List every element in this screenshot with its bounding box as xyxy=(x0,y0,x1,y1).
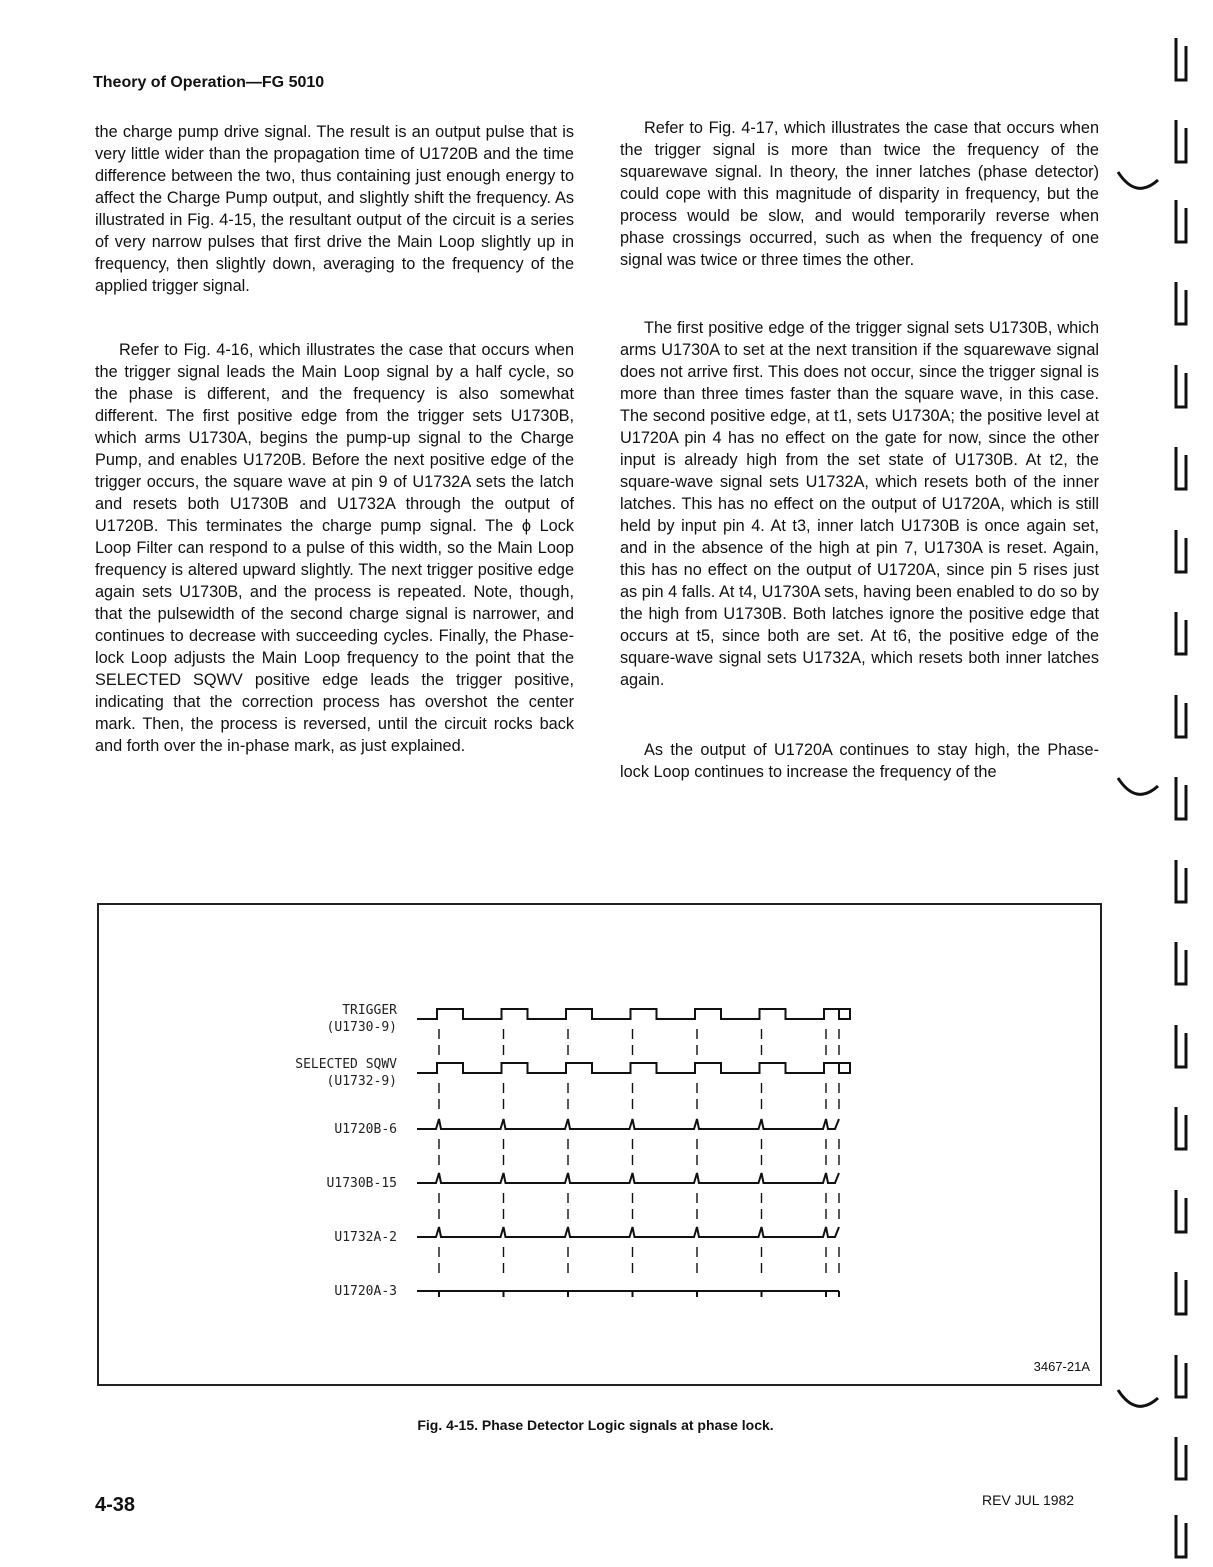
signal-label: TRIGGER xyxy=(342,1003,397,1018)
binder-hole-mark xyxy=(1176,1272,1186,1314)
right-paragraph-1: Refer to Fig. 4-17, which illustrates the case that occurs when the trigger signal is more than twice the frequency of the squarewave signal. In theory, the inner latches (phase detector) could cope with this magnitude of disparity in frequency, but the process would be slow, and would temporarily reverse when phase crossings occurred, such as when the frequency of one signal was twice or three times the other. xyxy=(620,119,1099,269)
binder-hole-mark xyxy=(1176,282,1186,324)
binder-hole-mark xyxy=(1176,530,1186,572)
binder-hole-mark xyxy=(1176,942,1186,984)
binder-hole-mark xyxy=(1176,612,1186,654)
figure-code: 3467-21A xyxy=(1033,1359,1090,1374)
binder-holes xyxy=(1110,0,1213,1567)
binder-hole-mark xyxy=(1176,1355,1186,1397)
binder-hole-mark xyxy=(1176,1515,1186,1557)
page-header: Theory of Operation—FG 5010 xyxy=(93,74,325,91)
binder-curve-mark xyxy=(1118,172,1158,188)
signal-waveform xyxy=(417,1227,839,1237)
signal-waveform xyxy=(417,1291,839,1297)
left-paragraph-2: Refer to Fig. 4-16, which illustrates the case that occurs when the trigger signal leads the Main Loop signal by a half cycle, so the phase is different, and the frequency is also somewhat different. The first positive edge from the trigger sets U1730B, which arms U1730A, begins the pump-up signal to the Charge Pump, and enables U1720B. Before the next positive edge of the trigger occurs, the square wave at pin 9 of U1732A sets the latch and resets both U1730B and U1732A through the output of U1720B. This terminates the charge pump signal. The ϕ Lock Loop Filter can respond to a pulse of this width, so the Main Loop frequency is altered upward slightly. The next trigger positive edge again sets U1730B, and the process is repeated. Note, though, that the pulsewidth of the second charge signal is narrower, and continues to decrease with succeeding cycles. Finally, the Phase-lock Loop adjusts the Main Loop frequency to the point that the SELECTED SQWV positive edge leads the trigger positive, indicating that the correction process has overshot the center mark. Then, the process is reversed, until the circuit rocks back and forth over the in-phase mark, as just explained. xyxy=(95,341,574,755)
timing-diagram-figure xyxy=(97,903,1102,1386)
left-paragraph-1: the charge pump drive signal. The result is an output pulse that is very little wider than the propagation time of U1720B and the time difference between the two, thus containing just enough energy to affect the Charge Pump output, and slightly shift the frequency. As illustrated in Fig. 4-15, the resultant output of the circuit is a series of very narrow pulses that first drive the Main Loop slightly up in frequency, then slightly down, averaging to the frequency of the applied trigger signal. xyxy=(95,123,574,295)
signal-waveform xyxy=(417,1063,850,1073)
binder-hole-mark xyxy=(1176,365,1186,407)
signal-pin-label: (U1730-9) xyxy=(326,1020,397,1035)
signal-label: U1720B-6 xyxy=(334,1122,397,1137)
binder-hole-mark xyxy=(1176,1025,1186,1067)
signal-label: U1720A-3 xyxy=(334,1284,397,1299)
timing-diagram xyxy=(99,905,1100,1384)
page-number: 4-38 xyxy=(95,1494,136,1516)
signal-pin-label: (U1732-9) xyxy=(326,1074,397,1089)
binder-hole-mark xyxy=(1176,860,1186,902)
signal-label: U1730B-15 xyxy=(326,1176,397,1191)
figure-caption: Fig. 4-15. Phase Detector Logic signals at phase lock. xyxy=(417,1417,774,1433)
right-column xyxy=(620,117,1099,783)
left-column xyxy=(95,121,574,757)
binder-curve-mark xyxy=(1118,1390,1158,1406)
signal-waveform xyxy=(417,1119,839,1129)
binder-hole-mark xyxy=(1176,1190,1186,1232)
binder-curve-mark xyxy=(1118,778,1158,794)
signal-waveform xyxy=(417,1009,850,1019)
signal-waveform xyxy=(417,1173,839,1183)
signal-label: SELECTED SQWV xyxy=(295,1057,397,1072)
binder-hole-mark xyxy=(1176,1107,1186,1149)
binder-hole-mark xyxy=(1176,200,1186,242)
binder-hole-mark xyxy=(1176,120,1186,162)
binder-hole-mark xyxy=(1176,447,1186,489)
binder-hole-mark xyxy=(1176,38,1186,80)
binder-hole-mark xyxy=(1176,695,1186,737)
signal-label: U1732A-2 xyxy=(334,1230,397,1245)
binder-hole-mark xyxy=(1176,777,1186,819)
revision-date: REV JUL 1982 xyxy=(982,1492,1075,1508)
binder-hole-mark xyxy=(1176,1437,1186,1479)
right-paragraph-3: As the output of U1720A continues to stay high, the Phase-lock Loop continues to increase the frequency of the xyxy=(620,741,1099,781)
right-paragraph-2: The first positive edge of the trigger signal sets U1730B, which arms U1730A to set at the next transition if the squarewave signal does not arrive first. This does not occur, since the trigger signal is more than three times faster than the square wave, in this case. The second positive edge, at t1, sets U1730A; the positive level at U1720A pin 4 has no effect on the gate for now, since the other input is already high from the set state of U1730B. At t2, the square-wave signal sets U1732A, which resets both of the inner latches. This has no effect on the output of U1720A, which is still held by input pin 4. At t3, inner latch U1730B is once again set, and in the absence of the high at pin 7, U1730A is reset. Again, this has no effect on the output of U1720A, since pin 5 rises just as pin 4 falls. At t4, U1730A sets, having been enabled to do so by the high from U1730B. Both latches ignore the positive edge that occurs at t5, since both are set. At t6, the positive edge of the square-wave signal sets U1732A, which resets both inner latches again. xyxy=(620,319,1099,689)
